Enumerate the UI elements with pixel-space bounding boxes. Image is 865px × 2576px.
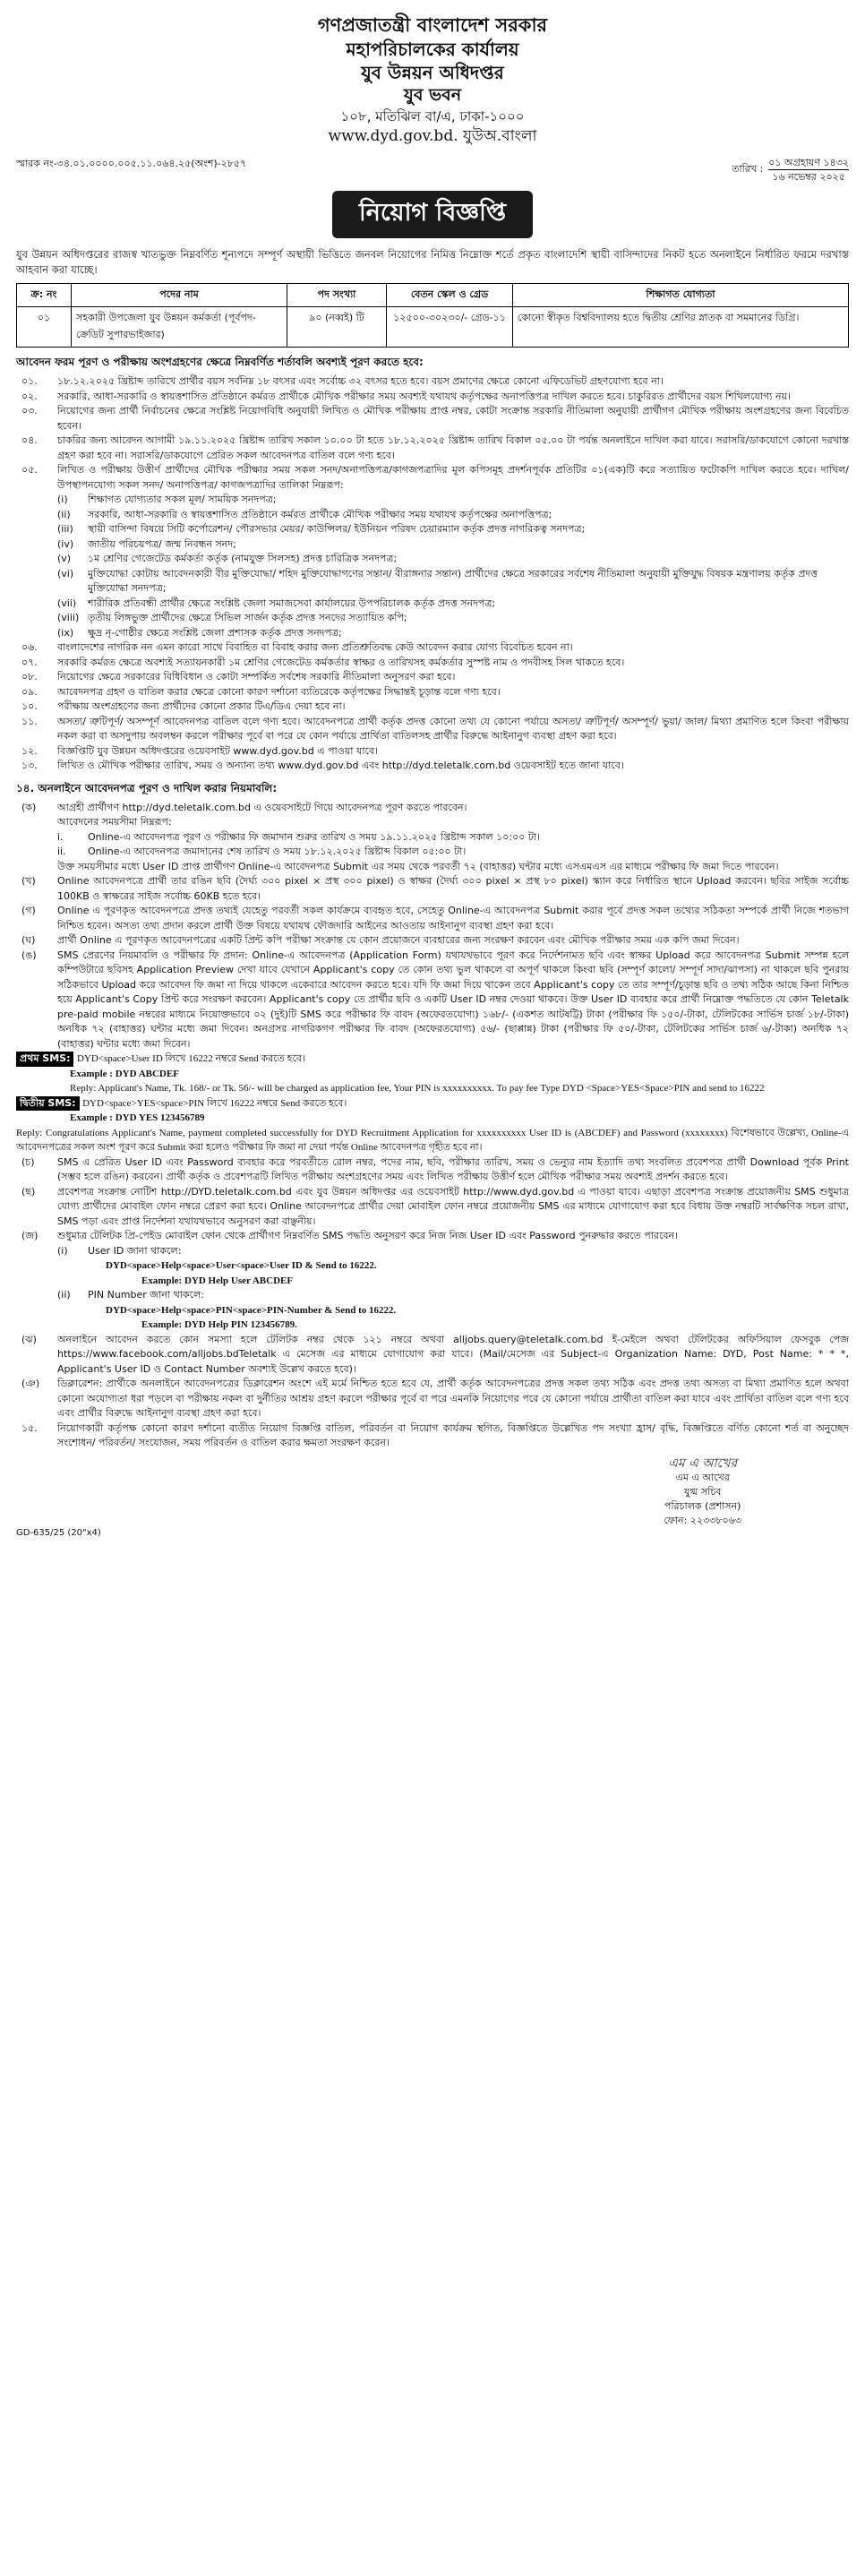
item-text: প্রবেশপত্র সংক্রান্ত নোটিশ http://DYD.teletalk.com.bd এবং যুব উন্নয়ন অধিদপ্তর এর ওয়েবসাইট http://www.dyd.gov.bd এ পাওয়া যাবে। এছাড়া প্রবেশপত্র সংক্রান্ত প্রয়োজনীয় SMS শুধুমাত্র যোগ্য প্রার্থীদের মোবাইল ফোন নম্বরে প্রেরণ করা হবে। Online আবেদনপত্রে প্রার্থীর দেয়া মোবাইল ফোন নম্বরে প্রয়োজনীয় SMS এর মাধ্যমে যোগাযোগ করা হবে বিধায় উক্ত নম্বরটি সার্বক্ষণিক সচল রাখা, SMS পড়া এবং প্রাপ্ত নির্দেশনা যথাযথভাবে অনুসরণ করা বাঞ্ছনীয়। — [57, 1185, 849, 1227]
sub-text: জাতীয় পরিচয়পত্র/ জন্ম নিবন্ধন সনদ; — [88, 537, 236, 550]
sub-text: স্থায়ী বাসিন্দা বিষয়ে সিটি কর্পোরেশন/ পৌরসভার মেয়র/ কাউন্সিলর/ ইউনিয়ন পরিষদ চেয়ারম্যান কর্তৃক প্রদত্ত নাগরিকত্ব সনদপত্র; — [88, 523, 586, 535]
item-number: (চ) — [21, 1155, 35, 1168]
first-sms-example: Example : DYD ABCDEF — [70, 1068, 179, 1079]
department-name: যুব উন্নয়ন অধিদপ্তর — [361, 62, 504, 83]
list-item — [16, 1229, 849, 1244]
title-wrap — [16, 191, 849, 238]
date-values — [768, 156, 849, 184]
sub-text: Online-এ আবেদনপত্র পূরণ ও পরীক্ষার ফি জমাদান শুরুর তারিখ ও সময় ১৯.১১.২০২৫ খ্রিষ্টাব্দ সকাল ১০:০০ টা। — [88, 830, 540, 843]
conditions-heading: আবেদন ফরম পূরণ ও পরীক্ষায় অংশগ্রহণের ক্ষেত্রে নিম্নবর্ণিত শর্তাবলি অবশ্যই পূরণ করতে হবে: — [16, 356, 424, 368]
sub-number: (ii) — [57, 1289, 71, 1301]
item-text: নিয়োগের জন্য প্রার্থী নির্বাচনের ক্ষেত্রে সংশ্লিষ্ট নিয়োগবিধি অনুযায়ী লিখিত ও মৌখিক পরীক্ষায় প্রাপ্ত নম্বর, কোটা সংক্রান্ত সরকারি নীতিমালা অনুযায়ী প্রার্থীগণ মৌখিক পরীক্ষায় অংশগ্রহণের জন্য বিবেচিত হবেন। — [57, 405, 849, 432]
list-item — [16, 904, 849, 933]
cell-post: সহকারী উপজেলা যুব উন্নয়ন কর্মকর্তা (পূর্বপদ- ক্রেডিট সুপারভাইজার) — [72, 307, 287, 348]
sub-item — [16, 537, 849, 553]
item-number: ১১. — [21, 715, 38, 727]
list-item — [16, 1333, 849, 1378]
signatory-name: এম এ আখের — [675, 1471, 730, 1483]
item-text: ডিক্লারেশন: প্রার্থীকে অনলাইনে আবেদনপত্রের ডিক্লারেশন অংশে এই মর্মে নিশ্চিত হতে হবে যে, প্রার্থী কর্তৃক আবেদনপত্রের প্রদত্ত সকল তথ্য সঠিক এবং প্রদত্ত তথ্য অসত্য বা মিথ্যা প্রমাণিত হলে অথবা কোনো অযোগ্যতা ধরা পড়লে বা পরীক্ষায় নকল বা দুর্নীতির আশ্রয় গ্রহণ করলে পরীক্ষার পূর্বে বা পরে এমনকি নিয়োগের পরে যে কোনো পর্যায়ে প্রার্থীতা বাতিল করা যাবে এবং প্রার্থিতা বাতিল বলে গণ্য হবে এবং প্রার্থীর বিরুদ্ধে আইনানুগ ব্যবস্থা গ্রহণ করা হবে। — [57, 1378, 849, 1419]
col-post: পদের নাম — [72, 284, 287, 307]
item-text: সরকারি, আধা-সরকারি ও স্বায়ত্তশাসিত প্রতিষ্ঠানে কর্মরত প্রার্থীকে মৌখিক পরীক্ষার সময় অবশ্যই যথাযথ কর্তৃপক্ষের অনাপত্তিপত্র দাখিল করতে হবে। চাকুরিরত প্রার্থীদের বয়স শিথিলযোগ্য নয়। — [57, 390, 791, 402]
item-number: ০২. — [21, 390, 38, 402]
sub-text: PIN Number জানা থাকলে: — [88, 1289, 204, 1301]
sub-number: (vi) — [57, 567, 74, 580]
cell-count: ৯০ (নব্বই) টি — [287, 307, 387, 348]
sub-number: ii. — [57, 846, 66, 857]
item-text: বিজ্ঞপ্তিটি যুব উন্নয়ন অধিদপ্তরের ওয়েবসাইট www.dyd.gov.bd এ পাওয়া যাবে। — [57, 744, 378, 757]
signature-image: এম এ আখের — [668, 1455, 738, 1471]
office-name: মহাপরিচালকের কার্যালয় — [346, 39, 519, 60]
item-text: আবেদনের সময়সীমা নিম্নরূপ: — [57, 816, 172, 828]
second-sms-label: দ্বিতীয় SMS: — [16, 1096, 80, 1112]
sub-text: User ID জানা থাকলে: — [88, 1244, 182, 1257]
list-item — [16, 700, 849, 715]
item-number: ০৯. — [21, 685, 38, 698]
sub-number: (iv) — [57, 537, 74, 550]
sub-number: (i) — [57, 494, 68, 505]
item-text: অসত্য/ ত্রুটিপূর্ণ/ অসম্পূর্ণ আবেদনপত্র বাতিল বলে গণ্য হবে। আবেদনপত্রে প্রার্থী কর্তৃক প্রদত্ত কোনো তথ্য যে কোনো পর্যায়ে অসত্য/ ত্রুটিপূর্ণ/ অসম্পূর্ণ/ ভুয়া/ জাল/ মিথ্যা প্রমাণিত হলে কিংবা পরীক্ষায় নকল করা বা অসদুপায় অবলম্বন করলে পরীক্ষার পূর্বে বা পরে যে কোন পর্যায়ে প্রার্থিতা বাতিলসহ প্রার্থীর বিরুদ্ধে আইনানুগ ব্যবস্থা গ্রহণ করা হবে। — [57, 715, 849, 742]
item-text: আবেদনপত্র গ্রহণ ও বাতিল করার ক্ষেত্রে কোনো কারণ দর্শানো ব্যতিরেকে কর্তৃপক্ষের সিদ্ধান্তই চূড়ান্ত বলে গণ্য হবে। — [57, 685, 501, 698]
sub-text: Online-এ আবেদনপত্র জমাদানের শেষ তারিখ ও সময় ১৮.১২.২০২৫ খ্রিষ্টাব্দ বিকাল ০৫:০০ টা। — [88, 846, 467, 857]
item-number: ০৩. — [21, 405, 38, 416]
first-sms-text: DYD<space>User ID লিখে 16222 নম্বরে Send করতে হবে। — [76, 1053, 305, 1064]
item-text: আগ্রহী প্রার্থীগণ http://dyd.teletalk.com.bd এ ওয়েবসাইটে গিয়ে আবেদনপত্র পূরণ করতে পারবেন। — [57, 801, 467, 813]
vacancy-table — [16, 283, 849, 348]
list-item — [16, 434, 849, 463]
item-number — [16, 860, 57, 875]
sub-text: সরকারি, আধা-সরকারি ও স্বায়ত্তশাসিত প্রতিষ্ঠানে কর্মরত প্রার্থীকে মৌখিক পরীক্ষার সময় যথাযথ কর্তৃপক্ষের অনাপত্তিপত্র; — [88, 508, 552, 520]
sub-text: ক্ষুদ্র নৃ-গোষ্ঠীর ক্ষেত্রে সংশ্লিষ্ট জেলা প্রশাসক কর্তৃক প্রদত্ত সনদপত্র; — [88, 626, 342, 639]
second-sms-reply: Reply: Congratulations Applicant's Name, payment completed successfully for DYD Recruitment Application for xxxxxxxxxx User ID is (ABCDEF) and Password (xxxxxxxx) বিশেষভাবে উল্লেখ্য, Online-এ আবেদনপত্রের সকল অংশ পূরণ করে Submit করা হলেও পরীক্ষার ফি জমা না দেয়া পর্যন্ত Online আবেদনপত্র গৃহীত হবে না। — [16, 1127, 849, 1153]
col-scale: বেতন স্কেল ও গ্রেড — [387, 284, 513, 307]
item-number: (গ) — [21, 905, 36, 916]
item-number: (ছ) — [21, 1185, 36, 1198]
address: ১০৮, মতিঝিল বা/এ, ঢাকা-১০০০ — [340, 108, 525, 125]
list-item — [16, 390, 849, 405]
list-item — [16, 670, 849, 685]
item-text: পরীক্ষায় অংশগ্রহণের জন্য প্রার্থীদের কোনো প্রকার টিএ/ডিএ দেয়া হবে না। — [57, 700, 346, 712]
item-text: অনলাইনে আবেদন করতে কোন সমস্যা হলে টেলিটক নম্বর থেকে ১২১ নম্বরে অথবা alljobs.query@teletalk.com.bd ই-মেইলে অথবা টেলিটকের অফিসিয়াল ফেসবুক পেজ https://www.facebook.com/alljobs.bdTeletalk এ মেসেজ এর মাধ্যমে যোগাযোগ করা যাবে। (Mail/মেসেজ এর Subject-এ Organization Name: DYD, Post Name: * * *, Applicant's User ID ও Contact Number অবশ্যই উল্লেখ করতে হবে)। — [57, 1333, 849, 1375]
list-item — [16, 685, 849, 700]
website: www.dyd.gov.bd. যুউঅ.বাংলা — [328, 127, 537, 145]
memo-row — [16, 156, 849, 184]
footer-code: GD-635/25 (20"x4) — [16, 1527, 101, 1538]
list-item — [16, 404, 849, 434]
item-number: ০৭. — [21, 656, 38, 668]
sub-item — [16, 611, 849, 626]
item-number: ১২. — [21, 744, 38, 757]
item-text: লিখিত ও পরীক্ষায় উত্তীর্ণ প্রার্থীদের মৌখিক পরীক্ষার সময় সকল সনদ/অনাপত্তিপত্র/কাগজপত্রাদির মূল কপিসমূহ প্রদর্শনপূর্বক প্রতিটির ০১(এক)টি করে সত্যায়িত ফটোকপি দাখিল করতে হবে। দাখিল/উপস্থাপনযোগ্য সকল সনদ/ অনাপত্তিপত্র/ কাগজপত্রাদির তালিকা নিম্নরূপ: — [57, 464, 849, 491]
list-item — [16, 1377, 849, 1421]
first-sms-label: প্রথম SMS: — [16, 1052, 73, 1067]
list-item — [16, 374, 849, 390]
sub-item — [16, 597, 849, 612]
list-item — [16, 860, 849, 875]
item-text: সরকারি কর্মরত ক্ষেত্রে অবশ্যই সত্যায়নকারী ১ম শ্রেণির গেজেটেড কর্মকর্তার স্বাক্ষর ও তারিখসহ কর্মকর্তার সুস্পষ্ট নাম ও পদবীসহ সিল থাকতে হবে। — [57, 656, 625, 668]
item-text: লিখিত ও মৌখিক পরীক্ষার তারিখ, সময় ও অন্যান্য তথ্য www.dyd.gov.bd এবং http://dyd.teletalk.com.bd ওয়েবসাইট হতে জানা যাবে। — [57, 760, 624, 771]
col-qualification: শিক্ষাগত যোগ্যতা — [513, 284, 849, 307]
item-number: ০৪. — [21, 434, 38, 446]
sub-number: (vii) — [57, 597, 77, 609]
memo-ref: স্মারক নং-৩৪.০১.০০০০.০০৫.১১.০৬৪.২৫(অংশ)-২৮৫৭ — [16, 158, 247, 169]
list-item — [16, 1185, 849, 1230]
sub-text: মুক্তিযোদ্ধা কোটায় আবেদনকারী বীর মুক্তিযোদ্ধা/ শহিদ মুক্তিযোদ্ধাগণের সন্তান/ বীরাঙ্গনার সন্তান) প্রার্থীদের ক্ষেত্রে সরকারের সর্বশেষ নীতিমালা অনুযায়ী মুক্তিযুদ্ধ বিষয়ক মন্ত্রণালয় কর্তৃক প্রদত্ত মুক্তিযোদ্ধা সনদপত্র; — [88, 567, 818, 594]
date-english: ১৬ নভেম্বর ২০২৫ — [772, 171, 845, 183]
memo-date — [732, 156, 849, 184]
list-item — [16, 1155, 849, 1185]
list-item — [16, 874, 849, 904]
notice-page — [16, 0, 849, 1550]
item-number: (ঝ) — [21, 1333, 37, 1345]
signature-block — [664, 1456, 741, 1528]
sub-item — [16, 626, 849, 641]
item-text: শুধুমাত্র টেলিটক প্রি-পেইড মোবাইল ফোন থেকে প্রার্থীগণ নিম্নবর্ণিত SMS পদ্ধতি অনুসরণ করে নিজ নিজ User ID এবং Password পুনরুদ্ধার করতে পারবেন। — [57, 1230, 679, 1241]
signature-area — [16, 1451, 849, 1550]
second-sms-text: DYD<space>YES<space>PIN লিখে 16222 নম্বরে Send করতে হবে। — [82, 1097, 347, 1109]
notice-title: নিয়োগ বিজ্ঞপ্তি — [332, 191, 533, 238]
item-text: Online এ পূরণকৃত আবেদনপত্রে প্রদত্ত তথ্যই যেহেতু পরবর্তী সকল কার্যক্রমে ব্যবহৃত হবে, সেহেতু Online-এ আবেদনপত্র Submit করার পূর্বে প্রদত্ত সকল তথ্যের সঠিকতা সম্পর্কে প্রার্থী নিজে শতভাগ নিশ্চিত হবেন। অসত্য তথ্য প্রদান করলে প্রার্থী উক্ত বিষয়ে যথাযথ ফৌজদারি আইনের আওতায় আইনানুগ ব্যবস্থা গ্রহণ করা হবে। — [57, 905, 849, 932]
item-text: Online আবেদনপত্রে প্রার্থী তার রঙিন ছবি (দৈর্ঘ্য ৩০০ pixel × প্রস্থ ৩০০ pixel) ও স্বাক্ষর (দৈর্ঘ্য ৩০০ pixel × প্রস্থ ৮০ pixel) স্ক্যান করে নির্ধারিত স্থানে Upload করবেন। ছবির সাইজ সর্বোচ্চ 100KB ও স্বাক্ষরের সাইজ সর্বোচ্চ 60KB হতে হবে। — [57, 875, 849, 902]
first-sms — [16, 1052, 849, 1067]
sub-number: (i) — [57, 1244, 68, 1257]
sub-item — [16, 830, 849, 846]
first-sms-reply: Reply: Applicant's Name, Tk. 168/- or Tk. 56/- will be charged as application fee, Your PIN is xxxxxxxxxx. To pay fee Type DYD <Space>YES<Space>PIN and send to 16222 — [70, 1083, 765, 1094]
sub-item — [16, 552, 849, 567]
sub-text: শারীরিক প্রতিবন্ধী প্রার্থীর ক্ষেত্রে সংশ্লিষ্ট জেলা সমাজসেবা কার্যালয়ের উপপরিচালক কর্তৃক প্রদত্ত সনদপত্র; — [88, 597, 496, 609]
sub-item — [16, 522, 849, 537]
list-item — [16, 656, 849, 671]
sub-item — [16, 493, 849, 508]
col-sl: ক্র: নং — [17, 284, 72, 307]
sub-text: তৃতীয় লিঙ্গভুক্ত প্রার্থীদের ক্ষেত্রে সিভিল সার্জন কর্তৃক প্রদত্ত সনদের সত্যায়িত কপি; — [88, 612, 407, 623]
date-label: তারিখ : — [732, 163, 764, 175]
list-item — [16, 463, 849, 493]
list-item — [16, 815, 849, 830]
signatory-phone: ফোন: ২২৩৩৮০৬৩ — [664, 1514, 741, 1526]
govt-name: গণপ্রজাতন্ত্রী বাংলাদেশ সরকার — [317, 14, 548, 36]
cell-qualification: কোনো স্বীকৃত বিশ্ববিদ্যালয় হতে দ্বিতীয় শ্রেণির স্নাতক বা সমমানের ডিগ্রি। — [513, 307, 849, 348]
item-number: (ঞ) — [21, 1378, 40, 1389]
table-row — [17, 307, 849, 348]
item-number: (ক) — [21, 801, 37, 813]
recover-pin-example: Example: DYD Help PIN 123456789. — [141, 1319, 297, 1330]
item-text: SMS এ প্রেরিত User ID এবং Password ব্যবহার করে পরবর্তীতে রোল নম্বর, পদের নাম, ছবি, পরীক্ষার তারিখ, সময় ও ভেন্যুর নাম ইত্যাদি তথ্য সংবলিত প্রবেশপত্র প্রার্থী Download পূর্বক Print (সম্ভব হলে রঙিন) করবেন। প্রার্থী কর্তৃক ও প্রবেশপত্রটি লিখিত পরীক্ষায় অংশগ্রহণের সময় এবং লিখিত পরীক্ষায় উত্তীর্ণ হলে মৌখিক পরীক্ষার সময় অবশ্যই প্রদর্শন করতে হবে। — [57, 1155, 849, 1182]
sub-item — [16, 845, 849, 860]
recover-user-id-example: Example: DYD Help User ABCDEF — [141, 1275, 294, 1286]
table-header-row — [17, 284, 849, 307]
item-text: নিয়োগের ক্ষেত্রে সরকারের বিধিবিধান ও কোটা সম্পর্কিত সর্বশেষ সরকারি নীতিমালা অনুসরণ করা হবে। — [57, 671, 456, 683]
building-name: যুব ভবন — [403, 85, 462, 105]
sub-number: i. — [57, 830, 64, 843]
item-text: বাংলাদেশের নাগরিক নন এমন কারো সাথে বিবাহিত বা বিবাহ করার জন্য প্রতিশ্রুতিবদ্ধ কেউ আবেদন করার যোগ্য বিবেচিত হবেন না। — [57, 641, 573, 653]
intro-paragraph: যুব উন্নয়ন অধিদপ্তরের রাজস্ব খাতভুক্ত নিম্নবর্ণিত শূন্যপদে সম্পূর্ণ অস্থায়ী ভিত্তিতে জনবল নিয়োগের নিমিত্ত নিম্নোক্ত শর্তে প্রকৃত বাংলাদেশি স্থায়ী বাসিন্দাদের নিকট হতে অনলাইনে নির্ধারিত ফরমে দরখাস্ত আহবান করা যাচ্ছে। — [16, 248, 849, 276]
list-item — [16, 744, 849, 760]
item-number: ১৫. — [21, 1421, 38, 1434]
letterhead — [16, 13, 849, 147]
second-sms — [16, 1096, 849, 1112]
list-item — [16, 1421, 849, 1451]
list-item — [16, 801, 849, 816]
list-item — [16, 759, 849, 774]
cell-sl: ০১ — [17, 307, 72, 348]
sub-number: (ii) — [57, 508, 71, 520]
item-number: ১৩. — [21, 760, 38, 771]
item-text: ১৮.১২.২০২৫ খ্রিষ্টাব্দ তারিখে প্রার্থীর বয়স সর্বনিম্ন ১৮ বৎসর এবং সর্বোচ্চ ৩২ বৎসর হতে হবে। বয়স প্রমাণের ক্ষেত্রে কোনো এফিডেভিট গ্রহণযোগ্য হবে না। — [57, 375, 664, 387]
second-sms-example: Example : DYD YES 123456789 — [70, 1112, 205, 1123]
sub-number: (ix) — [57, 626, 74, 639]
item-number: ০১. — [21, 375, 38, 387]
item-number — [16, 815, 57, 830]
sub-number: (iii) — [57, 523, 73, 535]
item-number: (জ) — [21, 1230, 39, 1241]
item-number: ০৫. — [21, 464, 38, 476]
item-text: SMS প্রেরণের নিয়মাবলি ও পরীক্ষার ফি প্রদান: Online-এ আবেদনপত্র (Application Form) যথাযথভাবে পূরণ করে নির্দেশনামত ছবি এবং স্বাক্ষর Upload করে আবেদনপত্র Submit সম্পন্ন হলে কম্পিউটারে ছবিসহ Application Preview দেখা যাবে যেখানে Applicant's copy তে কোন তথ্য ভুল থাকলে বা অপূর্ণ থাকলে কিংবা ছবি (সম্পূর্ণ কালো/ সম্পূর্ণ সাদা/ঝাপসা) না থাকলে ছবি পুনরায় সঠিকভাবে Upload করে আবেদন ফি জমা না দিয়ে থাকলে একেবারে আবেদন করতে হবে। যদি ফি জমা দিয়ে থাকেন তবে Applicant's copy তে তার সম্পূর্ণ/চূড়ান্ত ছবি ও তথ্য সঠিক আছে কিনা নিশ্চিত হয়ে Applicant's Copy প্রিন্ট করে সংরক্ষণ করবেন। Applicant's copy তে প্রার্থীর ছবি ও একটি User ID নম্বর দেওয়া থাকবে। উক্ত User ID ব্যবহার করে প্রার্থী নিম্নোক্ত পদ্ধতিতে যে কোন Teletalk pre-paid mobile নম্বরের মাধ্যমে নিয়োক্তভাবে ০২ (দুই)টি SMS করে পরীক্ষার ফি বাবদ (অফেরতযোগ্য) ১৬৮/- (একশত আটষট্টি) টাকা (পরীক্ষার ফি ১৫০/-টাকা, টেলিটকের সার্ভিস চার্জ ১৮/-টাকা) অনধিক ৭২ (বাহাত্তর) ঘন্টার মধ্যে জমা দিবেন। অনগ্রসর নাগরিকগণ পরীক্ষার ফি বাবদ (অফেরতযোগ্য) ৫৬/- (ছাপ্পান্ন) টাকা (পরীক্ষার ফি ৫০/-টাকা, টেলিটকের সার্ভিস চার্জ ৬/-টাকা) অনধিক ৭২ (বাহাত্তর) ঘন্টার মধ্যে জমা দিবেন। — [57, 949, 849, 1050]
signatory-office: পরিচালক (প্রশাসন) — [664, 1499, 741, 1512]
recover-pin — [16, 1288, 849, 1303]
sub-text: ১ম শ্রেণির গেজেটেড কর্মকর্তা কর্তৃক (নামযুক্ত সিলসহ) প্রদত্ত চারিত্রিক সনদপত্র; — [88, 553, 398, 564]
list-item — [16, 640, 849, 656]
list-item — [16, 933, 849, 949]
item-number: ০৮. — [21, 671, 38, 683]
item-number: (খ) — [21, 875, 36, 887]
recover-user-id — [16, 1244, 849, 1259]
date-bangla: ০১ অগ্রহায়ণ ১৪৩২ — [768, 157, 849, 168]
sub-item — [16, 508, 849, 523]
item-number: (ঙ) — [21, 949, 37, 961]
online-heading: ১৪. অনলাইনে আবেদনপত্র পূরণ ও দাখিল করার নিয়মাবলি: — [16, 781, 278, 794]
item-text: চাকরির জন্য আবেদন আগামী ১৯.১১.২০২৫ খ্রিষ্টাব্দ তারিখ সকাল ১০.০০ টা হতে ১৮.১২.২০২৫ খ্রিষ্টাব্দ তারিখ বিকাল ০৫.০০ টা পর্যন্ত অনলাইনে দাখিল করা যাবে। সরাসরি/ডাকযোগে কোনো দরখাস্ত গ্রহণ করা হবে না। সরাসরি/ডাকযোগে প্রেরিত সকল আবেদনপত্র বাতিল বলে গণ্য হবে। — [57, 434, 849, 461]
sub-number: (v) — [57, 553, 72, 564]
recover-user-id-cmd: DYD<space>Help<space>User<space>User ID & Send to 16222. — [106, 1260, 377, 1271]
item-text: প্রার্থী Online এ পূরণকৃত আবেদনপত্রের একটি প্রিন্ট কপি পরীক্ষা সংক্রান্ত যে কোন প্রয়োজনে ব্যবহারের জন্য সংরক্ষণ করবেন এবং মৌখিক পরীক্ষার সময় এক কপি জমা দিবেন। — [57, 934, 740, 946]
list-item — [16, 715, 849, 744]
sub-number: (viii) — [57, 612, 80, 623]
sub-text: শিক্ষাগত যোগ্যতার সকল মূল/ সাময়িক সনদপত্র; — [88, 494, 277, 505]
signatory-title: যুগ্ম সচিব — [683, 1485, 722, 1498]
list-item — [16, 949, 849, 1052]
recover-pin-cmd: DYD<space>Help<space>PIN<space>PIN-Number & Send to 16222. — [106, 1304, 397, 1316]
item-number: (ঘ) — [21, 934, 36, 946]
item-text: নিয়োগকারী কর্তৃপক্ষ কোনো কারণ দর্শানো ব্যতীত নিয়োগ বিজ্ঞপ্তি বাতিল, পরিবর্তন বা নিয়োগ কার্যক্রম স্থগিত, বিজ্ঞপ্তিতে উল্লেখিত পদ সংখ্যা হ্রাস/ বৃদ্ধি, বিজ্ঞপ্তিতে বর্ণিত কোনো শর্ত বা অনুচ্ছেদ সংশোধন/ পরিবর্তন/ সংযোজন, সময় পরিবর্তন ও বাতিল করার ক্ষমতা সংরক্ষণ করেন। — [57, 1421, 849, 1448]
item-number: ১০. — [21, 700, 38, 712]
item-text: উক্ত সময়সীমার মধ্যে User ID প্রাপ্ত প্রার্থীগণ Online-এ আবেদনপত্র Submit এর সময় থেকে পরবর্তী ৭২ (বাহাত্তর) ঘন্টার মধ্যে এসএমএস এর মাধ্যমে পরীক্ষার ফি জমা দিতে পারবেন। — [57, 860, 779, 872]
cell-scale: ১২৫০০-৩০২৩০/- গ্রেড-১১ — [387, 307, 513, 348]
sub-item — [16, 567, 849, 597]
item-number: ০৬. — [21, 641, 38, 653]
col-count: পদ সংখ্যা — [287, 284, 387, 307]
